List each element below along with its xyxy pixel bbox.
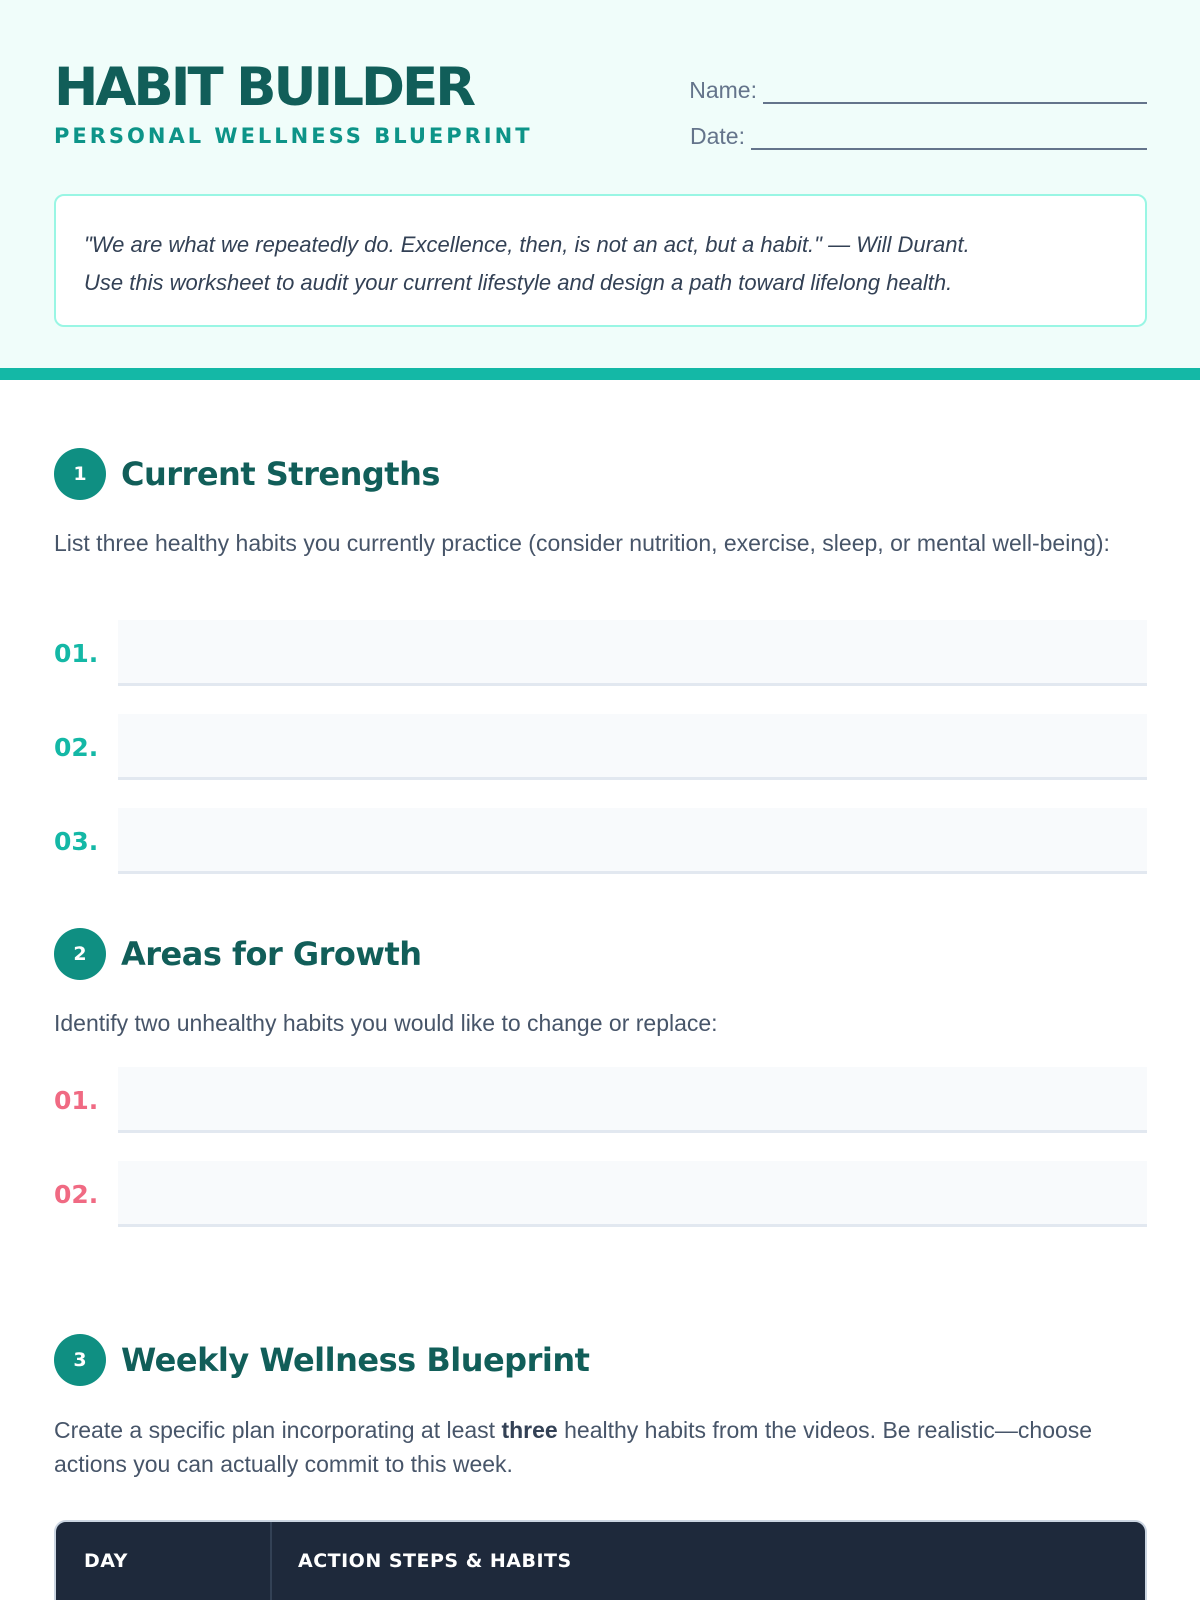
table-header-row bbox=[56, 1522, 1145, 1600]
entry-number: 02. bbox=[54, 1179, 99, 1209]
strength-input-1[interactable] bbox=[118, 620, 1147, 686]
section-2-description: Identify two unhealthy habits you would like to change or replace: bbox=[54, 1010, 718, 1036]
section-1-heading bbox=[54, 448, 440, 500]
section-title: Current Strengths bbox=[121, 455, 440, 493]
entry-number: 01. bbox=[54, 1085, 99, 1115]
entry-number: 03. bbox=[54, 826, 99, 856]
growth-input-1[interactable] bbox=[118, 1067, 1147, 1133]
strength-entry-2 bbox=[54, 714, 1147, 780]
strength-input-2[interactable] bbox=[118, 714, 1147, 780]
name-label: Name: bbox=[689, 77, 757, 103]
quote-box bbox=[54, 194, 1147, 327]
strength-input-3[interactable] bbox=[118, 808, 1147, 874]
worksheet-header bbox=[0, 0, 1200, 380]
growth-input-2[interactable] bbox=[118, 1161, 1147, 1227]
column-header-day: DAY bbox=[56, 1522, 272, 1600]
page-title: HABIT BUILDER bbox=[54, 57, 474, 118]
section-3-description bbox=[54, 1413, 1154, 1481]
page-subtitle: PERSONAL WELLNESS BLUEPRINT bbox=[54, 124, 533, 148]
quote-line: "We are what we repeatedly do. Excellence, then, is not an act, but a habit." — Will Durant. bbox=[84, 232, 970, 257]
section-2-heading bbox=[54, 928, 422, 980]
date-label: Date: bbox=[690, 123, 745, 149]
section-title: Areas for Growth bbox=[121, 935, 422, 973]
description-emphasis: three bbox=[501, 1417, 558, 1443]
section-number-badge: 1 bbox=[54, 448, 106, 500]
instruction-line: Use this worksheet to audit your current lifestyle and design a path toward lifelong health. bbox=[84, 270, 953, 295]
section-3-heading bbox=[54, 1334, 589, 1386]
growth-entry-2 bbox=[54, 1161, 1147, 1227]
name-line[interactable] bbox=[763, 82, 1147, 104]
strength-entry-3 bbox=[54, 808, 1147, 874]
date-line[interactable] bbox=[751, 128, 1147, 150]
name-field[interactable] bbox=[689, 76, 1147, 104]
entry-number: 02. bbox=[54, 732, 99, 762]
growth-entry-1 bbox=[54, 1067, 1147, 1133]
section-title: Weekly Wellness Blueprint bbox=[121, 1341, 590, 1379]
weekly-plan-table bbox=[54, 1520, 1147, 1600]
section-number-badge: 2 bbox=[54, 928, 106, 980]
description-text: healthy habits from the videos. Be realistic—choose actions you can actually commit to this week. bbox=[54, 1417, 1093, 1477]
date-field[interactable] bbox=[690, 122, 1147, 150]
description-text: Create a specific plan incorporating at least bbox=[54, 1417, 502, 1443]
strength-entry-1 bbox=[54, 620, 1147, 686]
column-header-actions: ACTION STEPS & HABITS bbox=[298, 1550, 572, 1572]
section-1-description: List three healthy habits you currently practice (consider nutrition, exercise, sleep, or mental well-being): bbox=[54, 530, 1110, 556]
entry-number: 01. bbox=[54, 638, 99, 668]
section-number-badge: 3 bbox=[54, 1334, 106, 1386]
